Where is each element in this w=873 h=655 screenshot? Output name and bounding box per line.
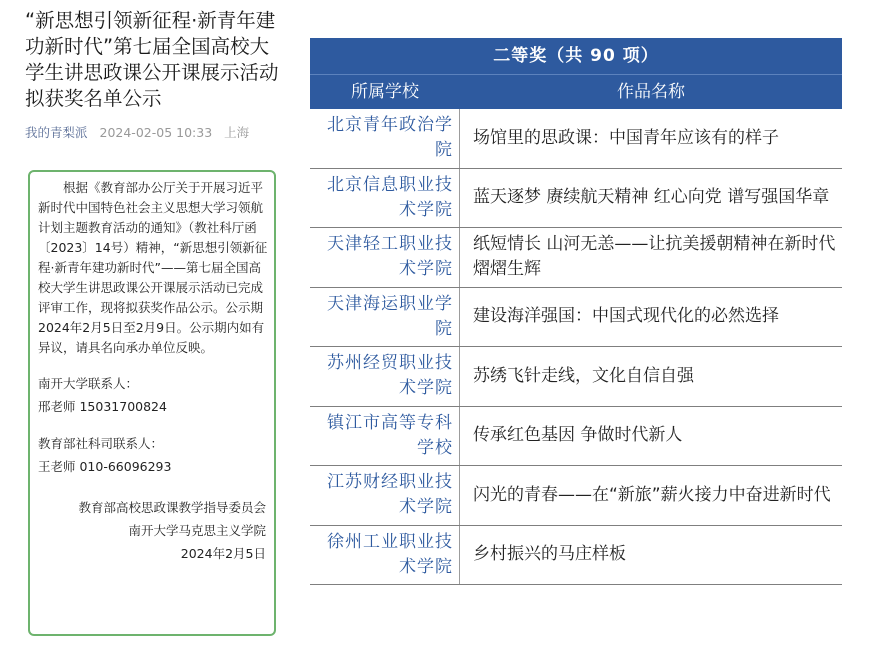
contact2-label: 教育部社科司联系人： <box>38 436 164 451</box>
header-work: 作品名称 <box>617 82 685 102</box>
table-row <box>310 347 842 407</box>
table-row <box>310 109 842 169</box>
article-panel <box>0 0 295 655</box>
contact-block-1 <box>38 372 268 418</box>
contact-block-2 <box>38 432 268 478</box>
notice-body: 根据《教育部办公厅关于开展习近平新时代中国特色社会主义思想大学习领航计划主题教育活动的通知》（教社科厅函〔2023〕14号）精神，“新思想引领新征程·新青年建功新时代”——第七届全国高校大学生讲思政课公开课展示活动已完成评审工作，现将拟获奖作品公示。公示期2024年2月5日至2月9日。公示期内如有异议，请具名向承办单位反映。 <box>38 180 268 355</box>
work-cell: 纸短情长 山河无恙——让抗美援朝精神在新时代熠熠生辉 <box>473 234 836 280</box>
award-banner: 二等奖（共 90 项） <box>310 38 842 74</box>
signature-block <box>38 496 268 565</box>
article-title: “新思想引领新征程·新青年建功新时代”第七届全国高校大学生讲思政课公开课展示活动拟获奖名单公示 <box>25 9 279 110</box>
sign-date: 2024年2月5日 <box>180 546 266 561</box>
work-cell: 蓝天逐梦 赓续航天精神 红心向党 谱写强国华章 <box>473 187 830 208</box>
school-cell: 北京信息职业技术学院 <box>310 169 460 228</box>
award-table <box>310 38 842 585</box>
contact1-value: 邢老师 15031700824 <box>38 399 167 414</box>
sign-org2: 南开大学马克思主义学院 <box>128 523 266 538</box>
author-link[interactable]: 我的青梨派 <box>25 125 88 140</box>
work-cell: 闪光的青春——在“新旅”薪火接力中奋进新时代 <box>473 484 831 505</box>
sign-org1: 教育部高校思政课教学指导委员会 <box>78 500 266 515</box>
notice-card <box>28 170 276 636</box>
table-row <box>310 228 842 288</box>
work-cell: 苏绣飞针走线，文化自信自强 <box>473 365 694 386</box>
work-cell: 传承红色基因 争做时代新人 <box>473 425 683 446</box>
table-row <box>310 466 842 526</box>
table-row <box>310 169 842 229</box>
work-cell: 场馆里的思政课：中国青年应该有的样子 <box>473 127 779 148</box>
school-cell: 江苏财经职业技术学院 <box>310 466 460 525</box>
school-cell: 天津轻工职业技术学院 <box>310 228 460 287</box>
table-header <box>310 74 842 109</box>
school-cell: 苏州经贸职业技术学院 <box>310 347 460 406</box>
contact1-label: 南开大学联系人： <box>38 376 139 391</box>
table-row <box>310 407 842 467</box>
table-row <box>310 526 842 586</box>
header-school: 所属学校 <box>351 82 419 102</box>
publish-location: 上海 <box>224 125 250 140</box>
work-cell: 乡村振兴的马庄样板 <box>473 544 626 565</box>
work-cell: 建设海洋强国：中国式现代化的必然选择 <box>473 306 779 327</box>
school-cell: 北京青年政治学院 <box>310 109 460 168</box>
school-cell: 天津海运职业学院 <box>310 288 460 347</box>
school-cell: 徐州工业职业技术学院 <box>310 526 460 585</box>
contact2-value: 王老师 010-66096293 <box>38 459 172 474</box>
publish-date: 2024-02-05 10:33 <box>99 125 213 140</box>
table-body <box>310 109 842 585</box>
school-cell: 镇江市高等专科学校 <box>310 407 460 466</box>
table-row <box>310 288 842 348</box>
article-meta <box>25 123 257 141</box>
